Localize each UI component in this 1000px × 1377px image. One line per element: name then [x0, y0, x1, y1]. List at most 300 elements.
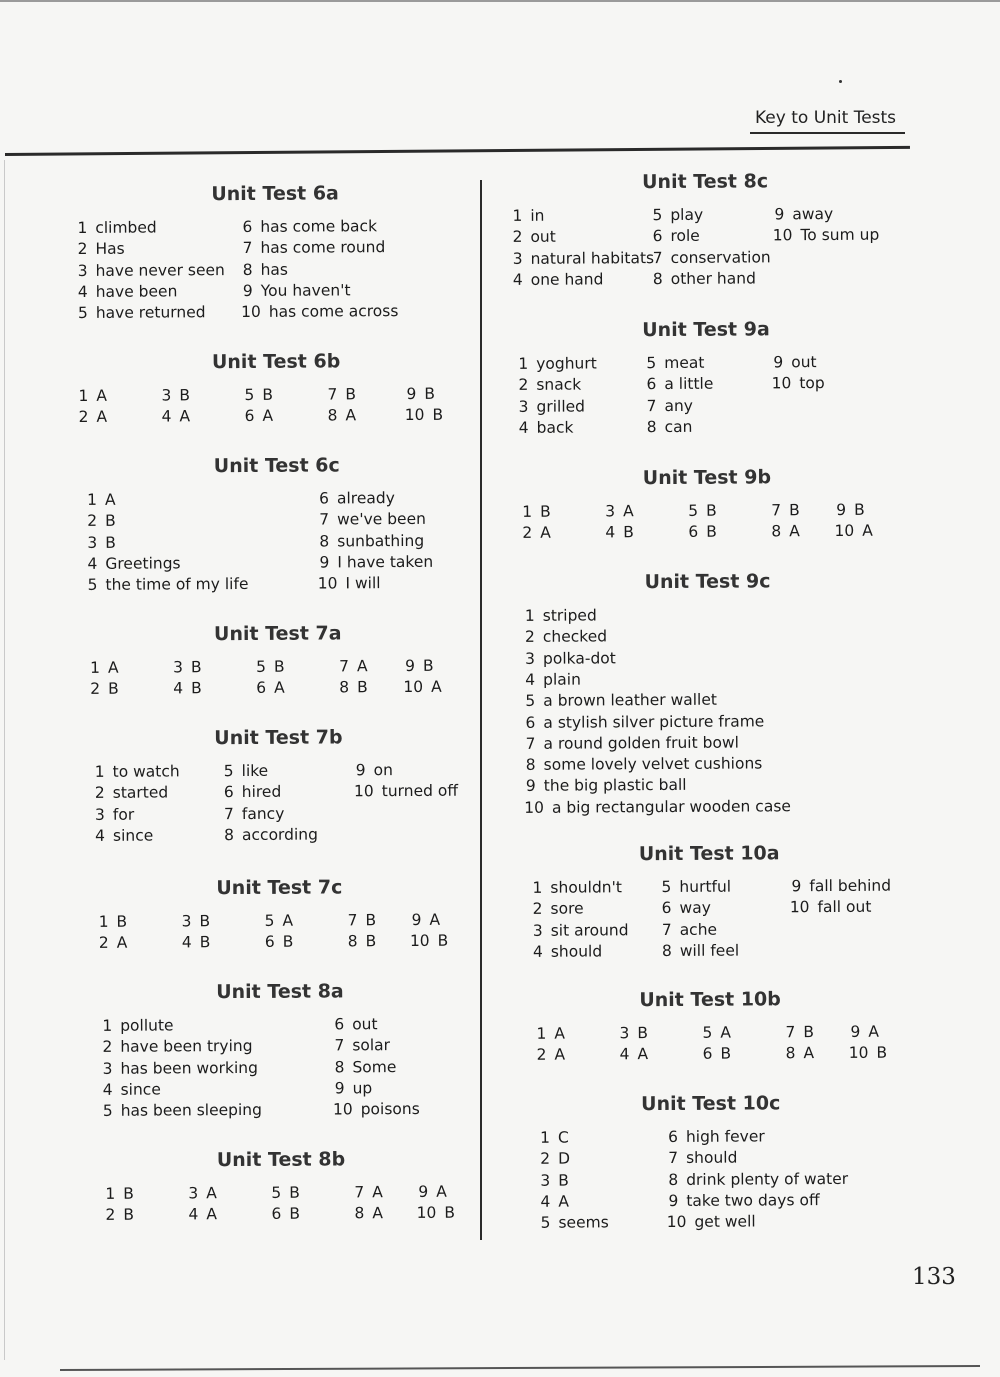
answer-number: 10: [353, 782, 374, 801]
answer-text: high fever: [685, 1127, 765, 1146]
answer-number: 10: [772, 226, 793, 245]
answer-number: 6: [525, 713, 536, 732]
answer-text: B: [273, 657, 285, 676]
unit-test-title: Unit Test 9c: [644, 570, 771, 594]
answer-number: 7: [668, 1149, 679, 1168]
unit-test-block: [506, 1087, 917, 1230]
answer-text: out: [791, 353, 817, 372]
answer-text: B: [558, 1171, 569, 1190]
answer-item: [523, 627, 607, 649]
answer-number: 5: [646, 354, 657, 373]
left-column: [75, 178, 481, 1236]
answer-text: A: [436, 1182, 447, 1201]
unit-test-title: Unit Test 6b: [211, 350, 341, 374]
unit-test-block: [500, 165, 911, 316]
answer-item: [510, 206, 544, 227]
answer-number: 10: [666, 1213, 687, 1232]
answer-number: 6: [667, 1127, 678, 1146]
answer-text: A: [356, 657, 368, 676]
answer-number: 2: [87, 512, 98, 531]
answer-item: [317, 573, 380, 594]
answer-item: [85, 511, 116, 532]
answer-text: back: [536, 418, 574, 437]
answer-text: a brown leather wallet: [543, 690, 717, 710]
answer-item: [416, 1203, 455, 1224]
header-underline: [750, 132, 905, 134]
answer-item: [700, 1044, 731, 1065]
unit-test-block: [79, 872, 480, 978]
answer-text: hurtful: [679, 877, 732, 896]
answer-text: has been working: [120, 1058, 258, 1078]
answer-number: 8: [224, 825, 235, 844]
answer-number: 8: [771, 522, 782, 541]
right-column: [500, 165, 916, 1232]
answer-number: 7: [223, 804, 234, 823]
answer-text: seems: [558, 1213, 609, 1232]
answer-number: 10: [834, 522, 855, 541]
answer-text: Greetings: [105, 554, 181, 573]
answer-item: [93, 804, 134, 825]
unit-test-title: Unit Test 7c: [216, 876, 343, 900]
answer-text: B: [199, 912, 211, 931]
answer-item: [240, 237, 385, 259]
answer-text: role: [670, 227, 700, 246]
answer-text: up: [352, 1079, 373, 1098]
answer-item: [650, 205, 703, 226]
answer-item: [240, 259, 288, 280]
answer-number: 9: [791, 877, 802, 896]
answer-item: [603, 522, 634, 543]
answer-item: [660, 919, 718, 940]
answer-number: 6: [256, 679, 267, 698]
answer-item: [85, 574, 248, 596]
answer-text: a round golden fruit bowl: [543, 733, 739, 753]
answer-item: [269, 1183, 300, 1204]
answer-item: [317, 530, 424, 552]
answer-item: [520, 523, 551, 544]
answer-item: [96, 912, 127, 933]
answer-number: 7: [327, 385, 338, 404]
answer-text: has come back: [260, 217, 378, 236]
answer-number: 8: [347, 932, 358, 951]
answer-text: B: [199, 933, 211, 952]
answer-text: A: [637, 1045, 649, 1064]
answer-text: B: [289, 1204, 301, 1224]
answer-text: A: [96, 408, 108, 427]
answer-text: A: [862, 522, 873, 541]
unit-test-block: [78, 618, 479, 724]
answer-text: A: [206, 1184, 217, 1203]
answer-text: has come round: [260, 238, 386, 258]
answer-text: You haven't: [260, 281, 351, 300]
answer-number: 6: [646, 375, 657, 394]
answer-text: B: [637, 1024, 648, 1043]
answer-number: 4: [181, 933, 192, 952]
answer-text: A: [789, 522, 800, 541]
unit-test-title: Unit Test 10c: [641, 1092, 781, 1116]
answer-number: 1: [105, 1184, 116, 1203]
answer-number: 4: [619, 1045, 630, 1064]
answer-text: A: [720, 1023, 731, 1042]
answer-item: [101, 1100, 262, 1122]
answer-number: 9: [334, 1079, 345, 1098]
answer-text: for: [112, 805, 135, 824]
answer-text: B: [191, 679, 202, 698]
answer-item: [76, 386, 107, 407]
answer-text: poisons: [360, 1100, 420, 1119]
answer-item: [523, 605, 597, 626]
answer-text: the big plastic ball: [543, 776, 687, 796]
answer-text: has: [260, 260, 289, 279]
answer-number: 10: [409, 932, 430, 951]
answer-text: conservation: [670, 247, 771, 267]
answer-number: 9: [355, 761, 366, 780]
answer-number: 1: [87, 490, 98, 509]
answer-number: 8: [646, 417, 657, 436]
answer-text: snack: [536, 375, 582, 395]
unit-test-title: Unit Test 7b: [214, 726, 343, 750]
answer-text: hired: [241, 783, 282, 802]
answer-number: 8: [334, 1057, 345, 1077]
page-header-title: Key to Unit Tests: [755, 108, 897, 128]
speck: [839, 80, 842, 83]
answer-number: 9: [774, 205, 785, 224]
answer-text: A: [558, 1192, 569, 1211]
answer-item: [75, 218, 157, 239]
answer-number: 9: [836, 500, 847, 519]
answer-item: [409, 910, 440, 931]
answer-text: a stylish silver picture frame: [543, 711, 765, 732]
answer-text: A: [179, 407, 191, 426]
answer-number: 4: [540, 1192, 551, 1211]
answer-text: B: [422, 656, 434, 675]
answer-text: A: [116, 933, 128, 953]
answer-number: 2: [524, 628, 535, 647]
answer-item: [644, 353, 704, 374]
answer-text: A: [274, 679, 285, 698]
answer-number: 9: [418, 1182, 429, 1201]
answer-number: 3: [102, 1059, 113, 1078]
answer-item: [524, 754, 763, 776]
answer-number: 2: [540, 1150, 551, 1169]
answer-item: [531, 920, 629, 942]
answer-number: 1: [522, 502, 533, 521]
answer-item: [241, 301, 399, 323]
answer-text: B: [289, 1183, 300, 1202]
answer-number: 5: [661, 877, 672, 897]
answer-number: 6: [244, 407, 255, 426]
answer-item: [242, 385, 273, 406]
answer-text: on: [373, 761, 393, 780]
answer-number: 4: [77, 282, 88, 301]
answer-number: 2: [102, 1038, 113, 1057]
unit-test-block: [76, 346, 477, 452]
answer-number: 7: [319, 510, 330, 529]
answer-text: have been trying: [120, 1037, 253, 1057]
answer-number: 2: [98, 934, 109, 953]
answer-item: [650, 247, 770, 269]
answer-number: 8: [652, 269, 663, 288]
answer-text: way: [679, 899, 711, 918]
answer-text: B: [424, 384, 436, 403]
answer-text: ache: [679, 920, 718, 939]
answer-text: drink plenty of water: [686, 1169, 849, 1189]
answer-item: [523, 711, 764, 733]
answer-text: should: [550, 942, 603, 961]
answer-number: 5: [525, 691, 536, 711]
answer-text: fall out: [817, 898, 872, 917]
answer-number: 6: [688, 523, 699, 542]
answer-item: [352, 1182, 383, 1203]
answer-number: 1: [94, 762, 105, 781]
answer-text: B: [123, 1205, 135, 1225]
answer-text: since: [120, 1080, 161, 1099]
answer-item: [524, 775, 687, 797]
unit-test-title: Unit Test 6a: [211, 182, 339, 206]
answer-number: 5: [244, 385, 255, 404]
answer-item: [332, 1057, 396, 1078]
answer-number: 7: [652, 248, 663, 267]
answer-number: 7: [354, 1183, 365, 1202]
answer-item: [103, 1205, 134, 1226]
answer-text: A: [429, 910, 441, 929]
answer-text: B: [190, 658, 202, 677]
answer-text: A: [282, 911, 294, 930]
answer-number: 3: [87, 533, 98, 552]
answer-number: 3: [525, 649, 536, 668]
answer-item: [325, 406, 356, 427]
answer-item: [524, 796, 791, 819]
answer-item: [76, 302, 206, 324]
answer-item: [538, 1213, 608, 1234]
answer-item: [100, 1079, 160, 1100]
unit-test-title: Unit Test 9a: [642, 318, 770, 342]
answer-text: fall behind: [809, 876, 892, 896]
answer-number: 8: [668, 1170, 679, 1189]
answer-text: I will: [345, 574, 381, 593]
header-rule: [5, 146, 910, 156]
answer-text: sunbathing: [337, 531, 425, 550]
bottom-rule: [60, 1365, 980, 1371]
answer-text: since: [112, 826, 154, 845]
answer-number: 3: [188, 1184, 199, 1203]
unit-test-title: Unit Test 9b: [642, 466, 772, 490]
answer-number: 5: [102, 1101, 113, 1121]
answer-number: 9: [850, 1022, 861, 1041]
answer-number: 2: [77, 240, 88, 259]
answer-item: [85, 553, 180, 575]
answer-number: 4: [525, 670, 536, 689]
answer-item: [404, 384, 435, 405]
answer-text: A: [372, 1183, 383, 1202]
answer-text: yoghurt: [536, 354, 597, 373]
answer-text: A: [345, 406, 357, 425]
answer-item: [772, 204, 833, 225]
answer-text: A: [868, 1022, 879, 1041]
answer-item: [531, 941, 602, 962]
answer-item: [159, 407, 190, 428]
answer-number: 2: [105, 1206, 116, 1225]
unit-test-block: [78, 722, 479, 874]
answer-number: 1: [512, 206, 523, 225]
answer-text: B: [357, 678, 368, 697]
answer-text: B: [105, 533, 116, 552]
answer-item: [771, 373, 825, 394]
answer-item: [617, 1044, 648, 1065]
answer-item: [834, 500, 865, 521]
answer-item: [254, 678, 285, 699]
unit-test-title: Unit Test 10a: [638, 842, 780, 866]
answer-item: [332, 1078, 372, 1099]
answer-text: B: [854, 500, 865, 519]
unit-test-block: [502, 461, 913, 568]
answer-number: 3: [619, 1024, 630, 1043]
answer-item: [103, 1184, 134, 1205]
answer-number: 6: [661, 899, 672, 918]
answer-number: 1: [518, 354, 529, 373]
answer-number: 10: [241, 303, 261, 322]
answer-text: the time of my life: [105, 575, 249, 595]
answer-number: 4: [188, 1205, 199, 1224]
answer-item: [159, 385, 190, 406]
answer-number: 4: [532, 942, 543, 961]
answer-item: [523, 648, 616, 670]
answer-text: A: [107, 658, 119, 677]
answer-text: according: [241, 825, 318, 844]
answer-item: [686, 501, 717, 522]
answer-number: 7: [347, 911, 358, 930]
answer-number: 2: [94, 784, 105, 803]
answer-text: one hand: [530, 270, 604, 289]
answer-number: 4: [518, 418, 529, 437]
answer-number: 3: [181, 912, 192, 931]
answer-item: [523, 732, 739, 754]
answer-item: [76, 407, 107, 428]
answer-number: 4: [102, 1080, 113, 1099]
answer-text: B: [108, 680, 119, 699]
answer-item: [660, 940, 739, 961]
answer-number: 2: [78, 408, 89, 427]
answer-text: B: [706, 501, 717, 520]
answer-number: 6: [223, 783, 234, 802]
answer-text: I have taken: [337, 552, 434, 572]
answer-text: sore: [550, 899, 584, 919]
answer-number: 1: [539, 1128, 550, 1147]
answer-text: started: [112, 783, 169, 803]
answer-number: 3: [173, 658, 184, 677]
answer-item: [222, 824, 318, 846]
answer-text: striped: [542, 606, 597, 625]
answer-item: [510, 248, 654, 270]
answer-number: 1: [78, 386, 89, 405]
answer-item: [416, 1182, 447, 1203]
answer-item: [97, 933, 128, 954]
answer-number: 9: [319, 553, 330, 572]
answer-item: [317, 488, 395, 509]
answer-number: 5: [688, 501, 699, 520]
answer-item: [510, 227, 556, 248]
answer-text: shouldn't: [550, 878, 622, 897]
answer-item: [659, 877, 731, 898]
answer-number: 5: [652, 206, 663, 225]
answer-number: 5: [223, 762, 234, 781]
unit-test-title: Unit Test 8c: [642, 170, 769, 194]
answer-number: 8: [319, 532, 330, 551]
answer-number: 4: [605, 523, 616, 542]
answer-item: [848, 1022, 879, 1043]
answer-number: 1: [102, 1016, 113, 1035]
answer-text: B: [365, 911, 377, 930]
answer-item: [76, 281, 178, 303]
answer-text: top: [799, 374, 825, 393]
answer-text: B: [720, 1044, 732, 1063]
answer-text: B: [876, 1043, 888, 1063]
answer-item: [538, 1128, 569, 1149]
answer-item: [85, 532, 116, 553]
answer-item: [403, 656, 434, 677]
unit-test-title: Unit Test 7a: [213, 622, 342, 646]
answer-number: 8: [525, 755, 536, 774]
answer-item: [93, 761, 180, 783]
answer-item: [317, 552, 433, 574]
answer-text: B: [123, 1184, 134, 1203]
answer-text: A: [206, 1205, 217, 1224]
answer-number: 2: [522, 524, 533, 543]
answer-text: A: [554, 1024, 565, 1043]
answer-text: Has: [95, 239, 125, 259]
answer-item: [783, 1022, 814, 1043]
answer-number: 10: [317, 574, 338, 593]
unit-test-block: [502, 565, 914, 839]
answer-text: To sum up: [800, 225, 880, 245]
answer-number: 9: [406, 384, 417, 403]
answer-text: out: [352, 1015, 378, 1034]
answer-item: [346, 931, 377, 952]
answer-text: some lovely velvet cushions: [543, 754, 763, 774]
answer-item: [333, 1099, 420, 1121]
answer-text: will feel: [679, 941, 740, 960]
answer-item: [222, 803, 285, 824]
answer-number: 10: [404, 406, 425, 425]
answer-item: [523, 690, 717, 712]
answer-number: 6: [702, 1045, 713, 1064]
answer-number: 7: [339, 657, 350, 676]
answer-number: 3: [518, 397, 529, 416]
answer-number: 1: [536, 1024, 547, 1043]
answer-text: like: [241, 761, 269, 780]
answer-number: 4: [173, 679, 184, 698]
answer-text: A: [554, 1045, 566, 1064]
answer-number: 3: [540, 1171, 551, 1190]
answer-number: 10: [771, 374, 792, 393]
unit-test-block: [81, 1144, 482, 1236]
answer-number: 6: [264, 933, 275, 952]
answer-number: 8: [785, 1044, 796, 1063]
answer-text: take two days off: [686, 1190, 820, 1210]
answer-item: [332, 1014, 378, 1035]
answer-item: [179, 911, 210, 932]
answer-number: 7: [525, 734, 536, 753]
answer-number: 6: [242, 217, 253, 236]
answer-number: 2: [518, 376, 529, 395]
answer-item: [516, 396, 585, 417]
answer-text: B: [803, 1023, 814, 1042]
answer-item: [75, 260, 224, 282]
answer-text: has been sleeping: [120, 1101, 262, 1120]
answer-text: have been: [95, 282, 178, 301]
answer-item: [352, 1203, 383, 1224]
answer-text: B: [444, 1203, 456, 1223]
